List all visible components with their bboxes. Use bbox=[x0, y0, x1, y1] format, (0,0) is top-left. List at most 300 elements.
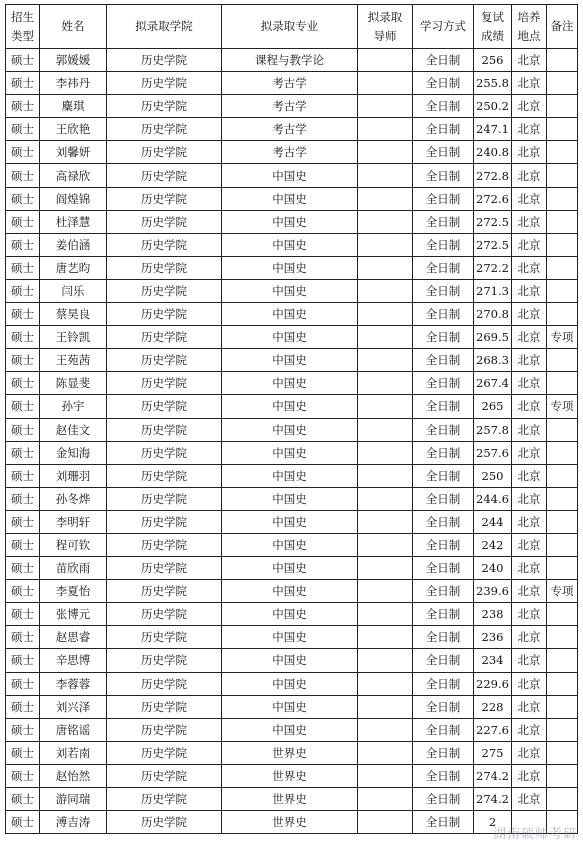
study-mode-cell: 全日制 bbox=[413, 118, 474, 141]
study-mode-cell: 全日制 bbox=[413, 487, 474, 510]
score-cell: 271.3 bbox=[474, 279, 512, 302]
remark-cell bbox=[547, 303, 578, 326]
study-mode-cell: 全日制 bbox=[413, 626, 474, 649]
location-cell: 北京 bbox=[512, 764, 547, 787]
study-mode-cell: 全日制 bbox=[413, 349, 474, 372]
advisor-cell bbox=[358, 95, 413, 118]
name-cell: 蔡昊良 bbox=[40, 303, 107, 326]
table-row bbox=[6, 326, 578, 349]
major-cell: 中国史 bbox=[222, 395, 358, 418]
type-cell: 硕士 bbox=[6, 718, 40, 741]
type-cell: 硕士 bbox=[6, 233, 40, 256]
advisor-cell bbox=[358, 349, 413, 372]
header-text: 拟录取专业 bbox=[260, 19, 319, 33]
table-row bbox=[6, 233, 578, 256]
college-cell: 历史学院 bbox=[107, 580, 222, 603]
advisor-cell bbox=[358, 580, 413, 603]
college-cell: 历史学院 bbox=[107, 256, 222, 279]
advisor-cell bbox=[358, 279, 413, 302]
name-cell: 赵佳文 bbox=[40, 418, 107, 441]
major-cell: 中国史 bbox=[222, 557, 358, 580]
remark-cell bbox=[547, 72, 578, 95]
name-cell: 辛思博 bbox=[40, 649, 107, 672]
study-mode-cell: 全日制 bbox=[413, 372, 474, 395]
table-row bbox=[6, 603, 578, 626]
header-text: 拟录取 bbox=[367, 9, 403, 24]
remark-cell bbox=[547, 441, 578, 464]
name-cell: 王欣艳 bbox=[40, 118, 107, 141]
table-row bbox=[6, 49, 578, 72]
location-cell: 北京 bbox=[512, 533, 547, 556]
score-cell: 257.6 bbox=[474, 441, 512, 464]
score-cell: 228 bbox=[474, 695, 512, 718]
major-cell: 中国史 bbox=[222, 626, 358, 649]
table-row bbox=[6, 187, 578, 210]
location-cell: 北京 bbox=[512, 372, 547, 395]
location-cell: 北京 bbox=[512, 141, 547, 164]
college-cell: 历史学院 bbox=[107, 557, 222, 580]
study-mode-cell: 全日制 bbox=[413, 141, 474, 164]
score-cell: 247.1 bbox=[474, 118, 512, 141]
type-cell: 硕士 bbox=[6, 395, 40, 418]
location-cell: 北京 bbox=[512, 718, 547, 741]
header-cell-remark bbox=[547, 5, 578, 49]
major-cell: 世界史 bbox=[222, 811, 358, 834]
major-cell: 中国史 bbox=[222, 349, 358, 372]
advisor-cell bbox=[358, 464, 413, 487]
advisor-cell bbox=[358, 603, 413, 626]
location-cell: 北京 bbox=[512, 441, 547, 464]
major-cell: 中国史 bbox=[222, 233, 358, 256]
advisor-cell bbox=[358, 510, 413, 533]
location-cell: 北京 bbox=[512, 279, 547, 302]
score-cell: 244 bbox=[474, 510, 512, 533]
location-cell: 北京 bbox=[512, 464, 547, 487]
study-mode-cell: 全日制 bbox=[413, 279, 474, 302]
advisor-cell bbox=[358, 718, 413, 741]
header-text: 导师 bbox=[373, 28, 397, 43]
name-cell: 郭媛媛 bbox=[40, 49, 107, 72]
major-cell: 世界史 bbox=[222, 764, 358, 787]
header-text: 成绩 bbox=[481, 28, 504, 43]
table-row bbox=[6, 649, 578, 672]
location-cell: 北京 bbox=[512, 395, 547, 418]
score-cell: 272.5 bbox=[474, 233, 512, 256]
study-mode-cell: 全日制 bbox=[413, 464, 474, 487]
remark-cell bbox=[547, 349, 578, 372]
advisor-cell bbox=[358, 164, 413, 187]
header-cell-study-mode bbox=[413, 5, 474, 49]
name-cell: 王苑茜 bbox=[40, 349, 107, 372]
advisor-cell bbox=[358, 811, 413, 834]
score-cell: 229.6 bbox=[474, 672, 512, 695]
advisor-cell bbox=[358, 741, 413, 764]
college-cell: 历史学院 bbox=[107, 210, 222, 233]
study-mode-cell: 全日制 bbox=[413, 580, 474, 603]
header-text: 招生 bbox=[11, 9, 34, 24]
major-cell: 考古学 bbox=[222, 118, 358, 141]
remark-cell: 专项 bbox=[547, 580, 578, 603]
score-cell: 269.5 bbox=[474, 326, 512, 349]
remark-cell bbox=[547, 533, 578, 556]
table-row bbox=[6, 557, 578, 580]
location-cell: 北京 bbox=[512, 487, 547, 510]
name-cell: 李夏怡 bbox=[40, 580, 107, 603]
type-cell: 硕士 bbox=[6, 256, 40, 279]
name-cell: 苗欣雨 bbox=[40, 557, 107, 580]
score-cell: 274.2 bbox=[474, 764, 512, 787]
location-cell: 北京 bbox=[512, 510, 547, 533]
type-cell: 硕士 bbox=[6, 187, 40, 210]
type-cell: 硕士 bbox=[6, 557, 40, 580]
location-cell: 北京 bbox=[512, 210, 547, 233]
advisor-cell bbox=[358, 187, 413, 210]
remark-cell bbox=[547, 695, 578, 718]
type-cell: 硕士 bbox=[6, 510, 40, 533]
major-cell: 中国史 bbox=[222, 580, 358, 603]
type-cell: 硕士 bbox=[6, 626, 40, 649]
type-cell: 硕士 bbox=[6, 72, 40, 95]
location-cell: 北京 bbox=[512, 95, 547, 118]
college-cell: 历史学院 bbox=[107, 49, 222, 72]
score-cell: 2 bbox=[474, 811, 512, 834]
college-cell: 历史学院 bbox=[107, 741, 222, 764]
name-cell: 闫乐 bbox=[40, 279, 107, 302]
advisor-cell bbox=[358, 118, 413, 141]
score-cell: 236 bbox=[474, 626, 512, 649]
study-mode-cell: 全日制 bbox=[413, 811, 474, 834]
name-cell: 唐艺昀 bbox=[40, 256, 107, 279]
table-row bbox=[6, 533, 578, 556]
location-cell: 北京 bbox=[512, 326, 547, 349]
college-cell: 历史学院 bbox=[107, 510, 222, 533]
remark-cell bbox=[547, 372, 578, 395]
location-cell: 北京 bbox=[512, 557, 547, 580]
remark-cell: 专项 bbox=[547, 395, 578, 418]
score-cell: 242 bbox=[474, 533, 512, 556]
type-cell: 硕士 bbox=[6, 603, 40, 626]
location-cell: 北京 bbox=[512, 49, 547, 72]
type-cell: 硕士 bbox=[6, 672, 40, 695]
study-mode-cell: 全日制 bbox=[413, 695, 474, 718]
major-cell: 中国史 bbox=[222, 372, 358, 395]
type-cell: 硕士 bbox=[6, 418, 40, 441]
score-cell: 275 bbox=[474, 741, 512, 764]
name-cell: 阎煌锦 bbox=[40, 187, 107, 210]
remark-cell bbox=[547, 626, 578, 649]
header-cell-name bbox=[40, 5, 107, 49]
type-cell: 硕士 bbox=[6, 811, 40, 834]
header-cell-college bbox=[107, 5, 222, 49]
table-row bbox=[6, 303, 578, 326]
location-cell: 北京 bbox=[512, 233, 547, 256]
type-cell: 硕士 bbox=[6, 464, 40, 487]
remark-cell bbox=[547, 418, 578, 441]
major-cell: 中国史 bbox=[222, 326, 358, 349]
type-cell: 硕士 bbox=[6, 49, 40, 72]
location-cell: 北京 bbox=[512, 672, 547, 695]
type-cell: 硕士 bbox=[6, 764, 40, 787]
location-cell: 北京 bbox=[512, 118, 547, 141]
location-cell: 北京 bbox=[512, 603, 547, 626]
advisor-cell bbox=[358, 672, 413, 695]
name-cell: 程可钦 bbox=[40, 533, 107, 556]
study-mode-cell: 全日制 bbox=[413, 557, 474, 580]
major-cell: 考古学 bbox=[222, 72, 358, 95]
name-cell: 李明轩 bbox=[40, 510, 107, 533]
remark-cell bbox=[547, 464, 578, 487]
location-cell: 北京 bbox=[512, 256, 547, 279]
college-cell: 历史学院 bbox=[107, 764, 222, 787]
remark-cell bbox=[547, 141, 578, 164]
college-cell: 历史学院 bbox=[107, 233, 222, 256]
college-cell: 历史学院 bbox=[107, 164, 222, 187]
score-cell: 268.3 bbox=[474, 349, 512, 372]
type-cell: 硕士 bbox=[6, 326, 40, 349]
study-mode-cell: 全日制 bbox=[413, 233, 474, 256]
major-cell: 世界史 bbox=[222, 741, 358, 764]
advisor-cell bbox=[358, 210, 413, 233]
advisor-cell bbox=[358, 72, 413, 95]
table-row bbox=[6, 626, 578, 649]
name-cell: 赵思睿 bbox=[40, 626, 107, 649]
remark-cell bbox=[547, 210, 578, 233]
remark-cell bbox=[547, 487, 578, 510]
name-cell: 赵怡然 bbox=[40, 764, 107, 787]
college-cell: 历史学院 bbox=[107, 141, 222, 164]
name-cell: 姜伯涵 bbox=[40, 233, 107, 256]
score-cell: 250.2 bbox=[474, 95, 512, 118]
type-cell: 硕士 bbox=[6, 372, 40, 395]
score-cell: 250 bbox=[474, 464, 512, 487]
study-mode-cell: 全日制 bbox=[413, 649, 474, 672]
college-cell: 历史学院 bbox=[107, 72, 222, 95]
header-row bbox=[6, 5, 578, 49]
score-cell: 267.4 bbox=[474, 372, 512, 395]
study-mode-cell: 全日制 bbox=[413, 764, 474, 787]
location-cell: 北京 bbox=[512, 303, 547, 326]
study-mode-cell: 全日制 bbox=[413, 187, 474, 210]
advisor-cell bbox=[358, 418, 413, 441]
college-cell: 历史学院 bbox=[107, 695, 222, 718]
name-cell: 杜泽慧 bbox=[40, 210, 107, 233]
college-cell: 历史学院 bbox=[107, 441, 222, 464]
header-text: 备注 bbox=[550, 19, 574, 33]
advisor-cell bbox=[358, 303, 413, 326]
advisor-cell bbox=[358, 695, 413, 718]
major-cell: 中国史 bbox=[222, 187, 358, 210]
table-body bbox=[6, 49, 578, 834]
college-cell: 历史学院 bbox=[107, 118, 222, 141]
major-cell: 中国史 bbox=[222, 695, 358, 718]
type-cell: 硕士 bbox=[6, 279, 40, 302]
remark-cell bbox=[547, 49, 578, 72]
score-cell: 234 bbox=[474, 649, 512, 672]
major-cell: 中国史 bbox=[222, 164, 358, 187]
major-cell: 考古学 bbox=[222, 95, 358, 118]
name-cell: 刘若南 bbox=[40, 741, 107, 764]
advisor-cell bbox=[358, 557, 413, 580]
major-cell: 课程与教学论 bbox=[222, 49, 358, 72]
location-cell: 北京 bbox=[512, 72, 547, 95]
header-text: 复试 bbox=[481, 9, 504, 24]
type-cell: 硕士 bbox=[6, 349, 40, 372]
name-cell: 溥吉涛 bbox=[40, 811, 107, 834]
college-cell: 历史学院 bbox=[107, 418, 222, 441]
major-cell: 中国史 bbox=[222, 256, 358, 279]
name-cell: 陈显斐 bbox=[40, 372, 107, 395]
score-cell: 256 bbox=[474, 49, 512, 72]
remark-cell bbox=[547, 187, 578, 210]
college-cell: 历史学院 bbox=[107, 303, 222, 326]
score-cell: 272.5 bbox=[474, 210, 512, 233]
score-cell: 272.6 bbox=[474, 187, 512, 210]
name-cell: 游同瑞 bbox=[40, 788, 107, 811]
remark-cell bbox=[547, 557, 578, 580]
remark-cell bbox=[547, 118, 578, 141]
advisor-cell bbox=[358, 487, 413, 510]
score-cell: 272.8 bbox=[474, 164, 512, 187]
advisor-cell bbox=[358, 372, 413, 395]
header-text: 培养 bbox=[517, 9, 541, 24]
table-row bbox=[6, 811, 578, 834]
table-row bbox=[6, 418, 578, 441]
study-mode-cell: 全日制 bbox=[413, 741, 474, 764]
study-mode-cell: 全日制 bbox=[413, 326, 474, 349]
score-cell: 240 bbox=[474, 557, 512, 580]
score-cell: 255.8 bbox=[474, 72, 512, 95]
remark-cell bbox=[547, 256, 578, 279]
table-row bbox=[6, 672, 578, 695]
college-cell: 历史学院 bbox=[107, 626, 222, 649]
location-cell: 北京 bbox=[512, 788, 547, 811]
table-row bbox=[6, 118, 578, 141]
table-row bbox=[6, 141, 578, 164]
score-cell: 227.6 bbox=[474, 718, 512, 741]
remark-cell bbox=[547, 788, 578, 811]
type-cell: 硕士 bbox=[6, 118, 40, 141]
major-cell: 中国史 bbox=[222, 210, 358, 233]
table-row bbox=[6, 210, 578, 233]
name-cell: 麋琪 bbox=[40, 95, 107, 118]
advisor-cell bbox=[358, 626, 413, 649]
advisor-cell bbox=[358, 49, 413, 72]
type-cell: 硕士 bbox=[6, 580, 40, 603]
name-cell: 张博元 bbox=[40, 603, 107, 626]
table-row bbox=[6, 164, 578, 187]
type-cell: 硕士 bbox=[6, 164, 40, 187]
remark-cell bbox=[547, 741, 578, 764]
score-cell: 244.6 bbox=[474, 487, 512, 510]
table-row bbox=[6, 441, 578, 464]
major-cell: 中国史 bbox=[222, 510, 358, 533]
header-cell-type bbox=[6, 5, 40, 49]
table-row bbox=[6, 580, 578, 603]
major-cell: 考古学 bbox=[222, 141, 358, 164]
remark-cell bbox=[547, 718, 578, 741]
table-row bbox=[6, 395, 578, 418]
location-cell: 北京 bbox=[512, 349, 547, 372]
location-cell: 北京 bbox=[512, 626, 547, 649]
score-cell: 257.8 bbox=[474, 418, 512, 441]
college-cell: 历史学院 bbox=[107, 464, 222, 487]
type-cell: 硕士 bbox=[6, 649, 40, 672]
advisor-cell bbox=[358, 649, 413, 672]
type-cell: 硕士 bbox=[6, 95, 40, 118]
table-row bbox=[6, 487, 578, 510]
location-cell: 北京 bbox=[512, 187, 547, 210]
study-mode-cell: 全日制 bbox=[413, 603, 474, 626]
advisor-cell bbox=[358, 764, 413, 787]
college-cell: 历史学院 bbox=[107, 533, 222, 556]
type-cell: 硕士 bbox=[6, 533, 40, 556]
major-cell: 中国史 bbox=[222, 464, 358, 487]
remark-cell bbox=[547, 649, 578, 672]
study-mode-cell: 全日制 bbox=[413, 788, 474, 811]
table-row bbox=[6, 695, 578, 718]
location-cell: 北京 bbox=[512, 580, 547, 603]
study-mode-cell: 全日制 bbox=[413, 441, 474, 464]
table-row bbox=[6, 372, 578, 395]
admission-table bbox=[5, 4, 578, 834]
name-cell: 李祎丹 bbox=[40, 72, 107, 95]
study-mode-cell: 全日制 bbox=[413, 533, 474, 556]
type-cell: 硕士 bbox=[6, 441, 40, 464]
name-cell: 李蓉蓉 bbox=[40, 672, 107, 695]
study-mode-cell: 全日制 bbox=[413, 510, 474, 533]
header-cell-advisor bbox=[358, 5, 413, 49]
type-cell: 硕士 bbox=[6, 303, 40, 326]
header-text: 类型 bbox=[11, 28, 34, 43]
table-row bbox=[6, 764, 578, 787]
study-mode-cell: 全日制 bbox=[413, 256, 474, 279]
college-cell: 历史学院 bbox=[107, 395, 222, 418]
name-cell: 刘兴泽 bbox=[40, 695, 107, 718]
study-mode-cell: 全日制 bbox=[413, 395, 474, 418]
college-cell: 历史学院 bbox=[107, 672, 222, 695]
header-text: 学习方式 bbox=[420, 19, 466, 33]
table-row bbox=[6, 256, 578, 279]
college-cell: 历史学院 bbox=[107, 811, 222, 834]
type-cell: 硕士 bbox=[6, 788, 40, 811]
table-row bbox=[6, 788, 578, 811]
study-mode-cell: 全日制 bbox=[413, 210, 474, 233]
remark-cell bbox=[547, 764, 578, 787]
header-text: 拟录取学院 bbox=[135, 19, 193, 33]
major-cell: 中国史 bbox=[222, 441, 358, 464]
remark-cell bbox=[547, 672, 578, 695]
score-cell: 265 bbox=[474, 395, 512, 418]
study-mode-cell: 全日制 bbox=[413, 49, 474, 72]
advisor-cell bbox=[358, 395, 413, 418]
score-cell: 238 bbox=[474, 603, 512, 626]
major-cell: 中国史 bbox=[222, 718, 358, 741]
header-cell-score bbox=[474, 5, 512, 49]
college-cell: 历史学院 bbox=[107, 603, 222, 626]
table-row bbox=[6, 95, 578, 118]
table-row bbox=[6, 741, 578, 764]
type-cell: 硕士 bbox=[6, 695, 40, 718]
score-cell: 270.8 bbox=[474, 303, 512, 326]
name-cell: 孙宇 bbox=[40, 395, 107, 418]
major-cell: 中国史 bbox=[222, 533, 358, 556]
study-mode-cell: 全日制 bbox=[413, 303, 474, 326]
study-mode-cell: 全日制 bbox=[413, 672, 474, 695]
watermark: 湖南硕师考研 bbox=[492, 827, 577, 842]
advisor-cell bbox=[358, 141, 413, 164]
remark-cell bbox=[547, 510, 578, 533]
remark-cell bbox=[547, 95, 578, 118]
